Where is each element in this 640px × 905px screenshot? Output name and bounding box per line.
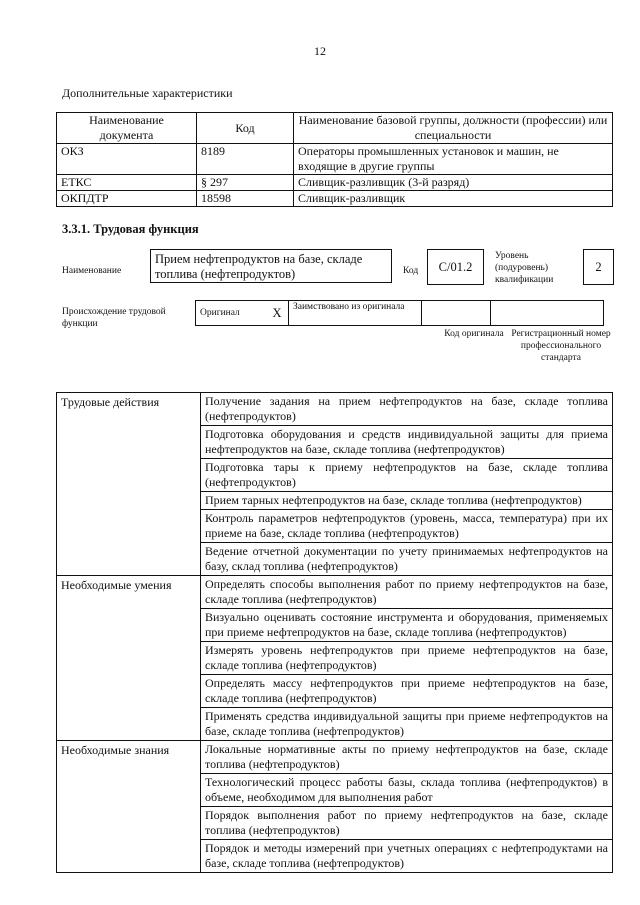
table-row — [57, 175, 613, 191]
cell-code: 18598 — [197, 191, 294, 207]
origin-table — [195, 300, 604, 326]
list-item: Применять средства индивидуальной защиты при приеме нефтепродуктов на базе, складе топлива (нефтепродуктов) — [201, 708, 613, 741]
cell-code: 8189 — [197, 144, 294, 175]
origin-code-label: Код оригинала — [444, 329, 504, 339]
table-row — [57, 576, 613, 609]
origin-code-cell — [422, 301, 491, 326]
header-code: Код — [197, 113, 294, 144]
list-item: Определять способы выполнения работ по приему нефтепродуктов на базе, складе топлива (нефтепродуктов) — [201, 576, 613, 609]
labor-function-title: 3.3.1. Трудовая функция — [62, 222, 199, 236]
list-item: Локальные нормативные акты по приему нефтепродуктов на базе, складе топлива (нефтепродуктов) — [201, 741, 613, 774]
table-header-row — [57, 113, 613, 144]
list-item: Контроль параметров нефтепродуктов (уровень, масса, температура) при их приеме на базе, складе топлива (нефтепродуктов) — [201, 510, 613, 543]
list-item: Технологический процесс работы базы, склада топлива (нефтепродуктов) в объеме, необходимом для выполнения работ — [201, 774, 613, 807]
borrowed-label: Заимствовано из оригинала — [289, 301, 422, 326]
list-item: Определять массу нефтепродуктов при приеме нефтепродуктов на базе, складе топлива (нефтепродуктов) — [201, 675, 613, 708]
cell-name: Сливщик-разливщик (3-й разряд) — [294, 175, 613, 191]
category-required-knowledge: Необходимые знания — [57, 741, 201, 873]
additional-characteristics-table — [56, 112, 613, 207]
function-code-value: C/01.2 — [427, 249, 484, 285]
header-group-name: Наименование базовой группы, должности (профессии) или специальности — [294, 113, 613, 144]
list-item: Подготовка тары к приему нефтепродуктов на базе, складе топлива (нефтепродуктов) — [201, 459, 613, 492]
table-row — [57, 144, 613, 175]
registration-number-label: Регистрационный номер профессионального стандарта — [511, 329, 611, 363]
header-document-name: Наименование документа — [57, 113, 197, 144]
list-item: Получение задания на прием нефтепродуктов на базе, складе топлива (нефтепродуктов) — [201, 393, 613, 426]
original-mark: X — [266, 301, 289, 326]
list-item: Ведение отчетной документации по учету принимаемых нефтепродуктов на базу, склад топлива (нефтепродуктов) — [201, 543, 613, 576]
function-details-table — [56, 392, 613, 873]
original-label: Оригинал — [196, 301, 267, 326]
list-item: Порядок выполнения работ по приему нефтепродуктов на базе, складе топлива (нефтепродуктов) — [201, 807, 613, 840]
table-row — [57, 393, 613, 426]
cell-document: ОКПДТР — [57, 191, 197, 207]
table-row — [57, 741, 613, 774]
category-required-skills: Необходимые умения — [57, 576, 201, 741]
origin-row — [196, 301, 604, 326]
reg-number-cell — [491, 301, 604, 326]
function-origin-label: Происхождение трудовой функции — [62, 307, 166, 329]
page-number: 12 — [314, 44, 326, 58]
function-name-label: Наименование — [62, 266, 122, 276]
cell-document: ЕТКС — [57, 175, 197, 191]
cell-code: § 297 — [197, 175, 294, 191]
list-item: Порядок и методы измерений при учетных операциях с нефтепродуктами на базе, складе топлива (нефтепродуктов) — [201, 840, 613, 873]
list-item: Прием тарных нефтепродуктов на базе, складе топлива (нефтепродуктов) — [201, 492, 613, 510]
list-item: Подготовка оборудования и средств индивидуальной защиты для приема нефтепродуктов на базе, складе топлива (нефтепродуктов) — [201, 426, 613, 459]
category-labor-actions: Трудовые действия — [57, 393, 201, 576]
cell-name: Операторы промышленных установок и машин, не входящие в другие группы — [294, 144, 613, 175]
function-code-label: Код — [403, 266, 419, 276]
list-item: Визуально оценивать состояние инструмента и оборудования, применяемых при приеме нефтепродуктов на базе, складе топлива (нефтепродуктов) — [201, 609, 613, 642]
additional-characteristics-title: Дополнительные характеристики — [62, 86, 233, 100]
cell-name: Сливщик-разливщик — [294, 191, 613, 207]
list-item: Измерять уровень нефтепродуктов при приеме нефтепродуктов на базе, складе топлива (нефтепродуктов) — [201, 642, 613, 675]
table-row — [57, 191, 613, 207]
qualification-level-value: 2 — [583, 249, 614, 285]
cell-document: ОКЗ — [57, 144, 197, 175]
function-name-value: Прием нефтепродуктов на базе, складе топлива (нефтепродуктов) — [150, 249, 392, 283]
qualification-level-label: Уровень (подуровень) квалификации — [495, 251, 554, 285]
